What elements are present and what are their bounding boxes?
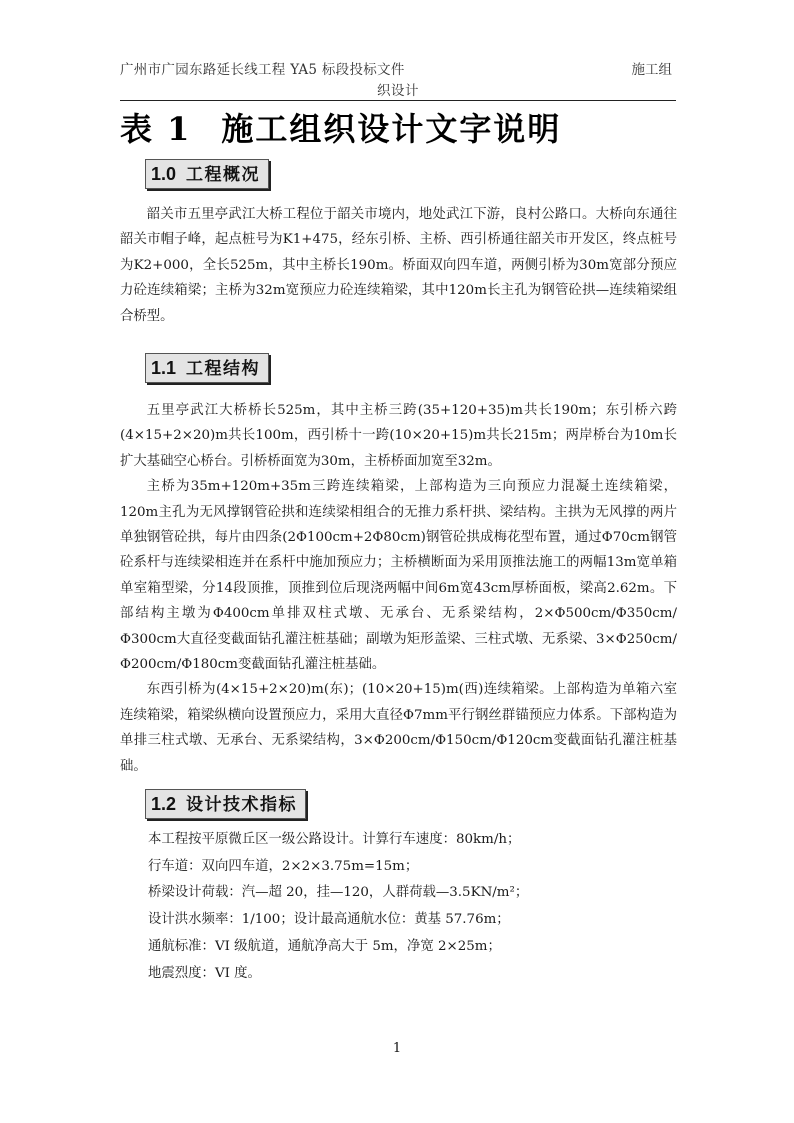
header-section-label-continued: 织设计 xyxy=(377,83,419,99)
page-title xyxy=(120,104,561,150)
section-body-structure xyxy=(120,398,677,779)
header-project-title: 广州市广园东路延长线工程 YA5 标段投标文件 xyxy=(120,62,405,78)
spec-line: 本工程按平原微丘区一级公路设计。计算行车速度：80km/h； xyxy=(148,832,521,847)
section-heading-structure xyxy=(145,353,269,383)
section-number: 1.0 xyxy=(151,164,177,184)
paragraph: 五里亭武江大桥桥长525m，其中主桥三跨(35+120+35)m共长190m；东引桥六跨(4×15+2×20)m共长100m，西引桥十一跨(10×20+15)m共长215m；两岸桥台为10m长扩大基础空心桥台。引桥桥面宽为30m，主桥桥面加宽至32m。 xyxy=(120,403,677,469)
section-title: 工程概况 xyxy=(186,165,261,185)
spec-line: 设计洪水频率：1/100；设计最高通航水位：黄基 57.76m； xyxy=(148,912,510,928)
header-section-label: 施工组 xyxy=(631,62,672,78)
spec-line: 通航标准：VI 级航道，通航净高大于 5m，净宽 2×25m； xyxy=(148,938,501,954)
page-header xyxy=(120,58,676,101)
section-heading-overview xyxy=(145,159,269,189)
paragraph: 主桥为35m+120m+35m三跨连续箱梁，上部构造为三向预应力混凝土连续箱梁，120m主孔为无风撑钢管砼拱和连续梁相组合的无推力系杆拱、梁结构。主拱为无风撑的两片单独钢管砼拱，每片由四条(2Φ100cm+2Φ80cm)钢管砼拱成梅花型布置，通过Φ70cm钢管砼系杆与连续梁相连并在系杆中施加预应力；主桥横断面为采用顶推法施工的两幅13m宽单箱单室箱型梁，分14段顶推，顶推到位后现浇两幅中间6m宽43cm厚桥面板，梁高2.62m。下部结构主墩为Φ400cm单排双柱式墩、无承台、无系梁结构，2×Φ500cm/Φ350cm/Φ300cm大直径变截面钻孔灌注桩基础；副墩为矩形盖梁、三柱式墩、无系梁、3×Φ250cm/Φ200cm/Φ180cm变截面钻孔灌注桩基础。 xyxy=(120,479,677,673)
section-heading-design-specs xyxy=(145,789,306,819)
spec-line: 桥梁设计荷载：汽—超 20，挂—120，人群荷载—3.5KN/m²； xyxy=(148,885,529,901)
spec-line: 地震烈度：VI 度。 xyxy=(148,965,261,981)
design-spec-list xyxy=(148,827,678,987)
paragraph: 韶关市五里亭武江大桥工程位于韶关市境内，地处武江下游，良村公路口。大桥向东通往韶关市帽子峰，起点桩号为K1+475，经东引桥、主桥、西引桥通往韶关市开发区，终点桩号为K2+000，全长525m，其中主桥长190m。桥面双向四车道，两侧引桥为30m宽部分预应力砼连续箱梁；主桥为32m宽预应力砼连续箱梁，其中120m长主孔为钢管砼拱—连续箱梁组合桥型。 xyxy=(120,207,677,324)
page-number: 1 xyxy=(392,1041,402,1056)
table-number: 表 1 xyxy=(120,110,192,148)
section-title: 工程结构 xyxy=(186,359,261,379)
section-number: 1.2 xyxy=(151,794,177,814)
section-number: 1.1 xyxy=(151,358,177,378)
title-text: 施工组织设计文字说明 xyxy=(221,110,562,148)
section-title: 设计技术指标 xyxy=(186,795,298,815)
paragraph: 东西引桥为(4×15+2×20)m(东)；(10×20+15)m(西)连续箱梁。上部构造为单箱六室连续箱梁，箱梁纵横向设置预应力，采用大直径Φ7mm平行钢丝群锚预应力体系。下部构造为单排三柱式墩、无承台、无系梁结构，3×Φ200cm/Φ150cm/Φ120cm变截面钻孔灌注桩基础。 xyxy=(120,682,677,774)
section-body-overview xyxy=(120,202,677,329)
spec-line: 行车道：双向四车道，2×2×3.75m=15m； xyxy=(148,858,419,874)
